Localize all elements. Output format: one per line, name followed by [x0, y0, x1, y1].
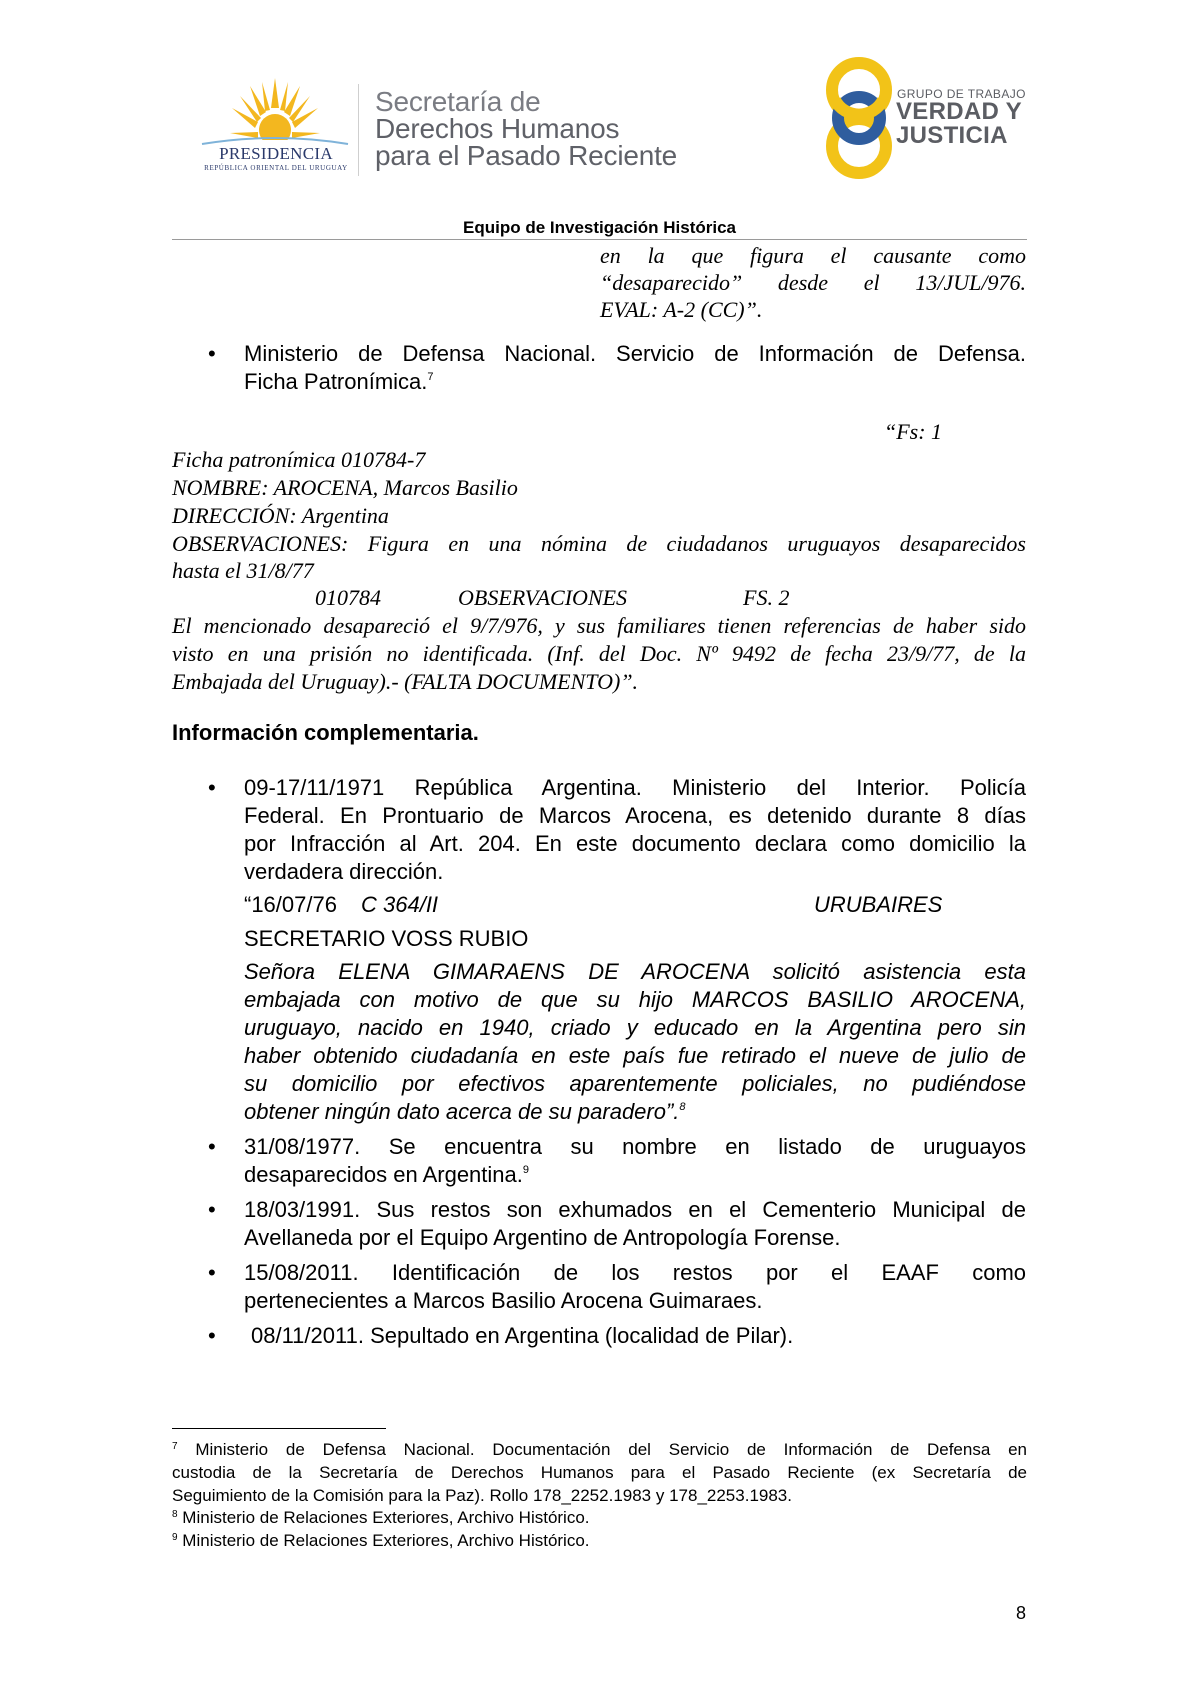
verdad-justicia-rings-icon [818, 56, 900, 180]
bullet-glyph: • [208, 341, 216, 366]
ficha-fs: “Fs: 1 [884, 419, 943, 444]
footnote-ref-9: 9 [522, 1164, 529, 1176]
bullet-glyph: • [208, 1197, 216, 1222]
item1-quote-line-1: Señora ELENA GIMARAENS DE AROCENA solicitó asistencia esta [244, 959, 1026, 984]
item4-line-2: pertenecientes a Marcos Basilio Arocena Guimaraes. [244, 1288, 763, 1313]
item1-line-1: 09-17/11/1971 República Argentina. Ministerio del Interior. Policía [244, 775, 1026, 800]
item2-line-2 [244, 1161, 529, 1189]
ficha-line-5: hasta el 31/8/77 [172, 558, 314, 583]
header-divider [358, 84, 359, 176]
presidencia-subtitle: REPÚBLICA ORIENTAL DEL URUGUAY [204, 164, 348, 172]
item1-line-4: verdadera dirección. [244, 859, 444, 884]
item1-quote-secretary: SECRETARIO VOSS RUBIO [244, 926, 529, 951]
secretaria-line-1: Secretaría de [375, 86, 541, 117]
team-title: Equipo de Investigación Histórica [463, 218, 736, 237]
item3-line-1: 18/03/1991. Sus restos son exhumados en el Cementerio Municipal de [244, 1197, 1026, 1222]
bullet-glyph: • [208, 1260, 216, 1285]
grupo-line-3: JUSTICIA [896, 122, 1008, 149]
ficha-col-num: 010784 [315, 585, 381, 610]
item1-line-2: Federal. En Prontuario de Marcos Arocena, es detenido durante 8 días [244, 803, 1026, 828]
bullet-glyph: • [208, 1134, 216, 1159]
bullet-glyph: • [208, 1323, 216, 1348]
bullet-glyph: • [208, 775, 216, 800]
footnote-ref-7: 7 [427, 371, 434, 383]
item2-line-1: 31/08/1977. Se encuentra su nombre en listado de uruguayos [244, 1134, 1026, 1159]
ficha-line-4: OBSERVACIONES: Figura en una nómina de ciudadanos uruguayos desaparecidos [172, 531, 1026, 556]
item1-quote-line-2: embajada con motivo de que su hijo MARCOS BASILIO AROCENA, [244, 987, 1026, 1012]
quote-tail-line-3: EVAL: A-2 (CC)”. [600, 297, 763, 322]
header-rule [172, 239, 1027, 240]
ficha-line-2: NOMBRE: AROCENA, Marcos Basilio [172, 475, 518, 500]
footnote-7-line-1-text: Ministerio de Defensa Nacional. Documentación del Servicio de Información de Defensa en [195, 1440, 1027, 1459]
footnote-7-line-3: Seguimiento de la Comisión para la Paz). Rollo 178_2252.1983 y 178_2253.1983. [172, 1486, 792, 1505]
footnote-8 [172, 1506, 590, 1529]
ficha-line-6: El mencionado desapareció el 9/7/976, y sus familiares tienen referencias de haber sido [172, 613, 1026, 638]
item3-line-2: Avellaneda por el Equipo Argentino de Antropología Forense. [244, 1225, 841, 1250]
ficha-col-fs: FS. 2 [743, 585, 790, 610]
ministerio-line-2-text: Ficha Patronímica. [244, 369, 428, 394]
secretaria-logo-text [375, 88, 677, 169]
section-heading: Información complementaria. [172, 720, 479, 745]
page-number: 8 [1016, 1603, 1027, 1623]
footnote-9-number: 9 [172, 1532, 178, 1543]
footnote-8-text: Ministerio de Relaciones Exteriores, Archivo Histórico. [182, 1508, 590, 1527]
item1-quote-line-5: su domicilio por efectivos aparentemente policiales, no pudiéndose [244, 1071, 1026, 1096]
footnote-9-text: Ministerio de Relaciones Exteriores, Archivo Histórico. [182, 1531, 590, 1550]
footnote-8-number: 8 [172, 1509, 178, 1520]
item1-quote-date: “16/07/76 [244, 892, 337, 917]
ficha-line-7: visto en una prisión no identificada. (Inf. del Doc. Nº 9492 de fecha 23/9/77, de la [172, 641, 1026, 666]
ministerio-line-1: Ministerio de Defensa Nacional. Servicio de Información de Defensa. [244, 341, 1026, 366]
grupo-line-2: VERDAD Y [896, 98, 1022, 125]
footnote-7-number: 7 [172, 1441, 178, 1452]
quote-tail-line-2: “desaparecido” desde el 13/JUL/976. [600, 270, 1026, 295]
footnote-7-line-1 [172, 1438, 1027, 1461]
item1-line-3: por Infracción al Art. 204. En este documento declara como domicilio la [244, 831, 1026, 856]
item5-line-1: 08/11/2011. Sepultado en Argentina (localidad de Pilar). [251, 1323, 794, 1348]
item2-line-2-text: desaparecidos en Argentina. [244, 1162, 523, 1187]
item1-quote-line-3: uruguayo, nacido en 1940, criado y educado en la Argentina pero sin [244, 1015, 1026, 1040]
grupo-line-1: GRUPO DE TRABAJO [897, 87, 1026, 101]
item1-quote-place: URUBAIRES [814, 892, 943, 917]
ministerio-line-2 [244, 368, 1026, 396]
quote-tail-line-1: en la que figura el causante como [600, 243, 1026, 268]
ficha-line-8: Embajada del Uruguay).- (FALTA DOCUMENTO)”. [172, 669, 639, 694]
ficha-col-obs: OBSERVACIONES [458, 585, 628, 610]
item1-quote-code: C 364/II [361, 892, 439, 917]
ficha-line-1: Ficha patronímica 010784-7 [172, 447, 426, 472]
item1-quote-line-6-text: obtener ningún dato acerca de su paradero”. [244, 1099, 680, 1124]
footnote-ref-8: 8 [679, 1101, 686, 1113]
secretaria-line-3: para el Pasado Reciente [375, 140, 678, 171]
footnote-9 [172, 1529, 590, 1552]
item4-line-1: 15/08/2011. Identificación de los restos por el EAAF como [244, 1260, 1026, 1285]
item1-quote-line-6 [244, 1098, 686, 1126]
footnote-7-line-2: custodia de la Secretaría de Derechos Humanos para el Pasado Reciente (ex Secretaría de [172, 1463, 1027, 1482]
presidencia-name: PRESIDENCIA [219, 144, 333, 163]
ficha-line-3: DIRECCIÓN: Argentina [172, 503, 389, 528]
item1-quote-line-4: haber obtenido ciudadanía en este país fue retirado el nueve de julio de [244, 1043, 1026, 1068]
footnote-separator [172, 1428, 386, 1429]
secretaria-line-2: Derechos Humanos [375, 113, 620, 144]
